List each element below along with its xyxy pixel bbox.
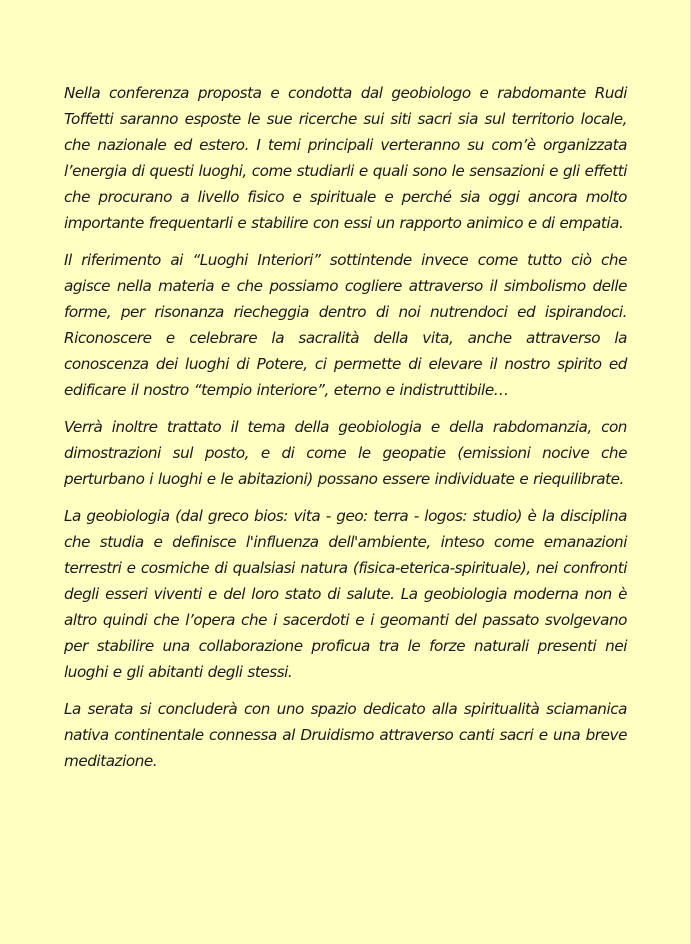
paragraph-geobiology-dowsing: Verrà inoltre trattato il tema della geobiologia e della rabdomanzia, con dimostrazioni sul posto, e di come le geopatie (emissioni nocive che perturbano i luoghi e le abitazioni) possano essere individuate e riequilibrate. — [64, 418, 627, 488]
document-body — [64, 80, 627, 785]
paragraph-geobiology-definition: La geobiologia (dal greco bios: vita - geo: terra - logos: studio) è la disciplina che studia e definisce l'influenza dell'ambiente, inteso come emanazioni terrestri e cosmiche di qualsiasi natura (fisica-eterica-spirituale), nei confronti degli esseri viventi e del loro stato di salute. La geobiologia moderna non è altro quindi che l’opera che i sacerdoti e i geomanti del passato svolgevano per stabilire una collaborazione proficua tra le forze naturali presenti nei luoghi e gli abitanti degli stessi. — [64, 507, 627, 681]
paragraph-conference-intro: Nella conferenza proposta e condotta dal geobiologo e rabdomante Rudi Toffetti saranno esposte le sue ricerche sui siti sacri sia sul territorio locale, che nazionale ed estero. I temi principali verteranno su com’è organizzata l’energia di questi luoghi, come studiarli e quali sono le sensazioni e gli effetti che procurano a livello fisico e spirituale e perché sia oggi ancora molto importante frequentarli e stabilire con essi un rapporto animico e di empatia. — [64, 84, 627, 232]
paragraph-evening-conclusion: La serata si concluderà con uno spazio dedicato alla spiritualità sciamanica nativa continentale connessa al Druidismo attraverso canti sacri e una breve meditazione. — [64, 700, 627, 770]
paragraph-inner-places: Il riferimento ai “Luoghi Interiori” sottintende invece come tutto ciò che agisce nella materia e che possiamo cogliere attraverso il simbolismo delle forme, per risonanza riecheggia dentro di noi nutrendoci ed ispirandoci. Riconoscere e celebrare la sacralità della vita, anche attraverso la conoscenza dei luoghi di Potere, ci permette di elevare il nostro spirito ed edificare il nostro “tempio interiore”, eterno e indistruttibile… — [64, 251, 627, 399]
